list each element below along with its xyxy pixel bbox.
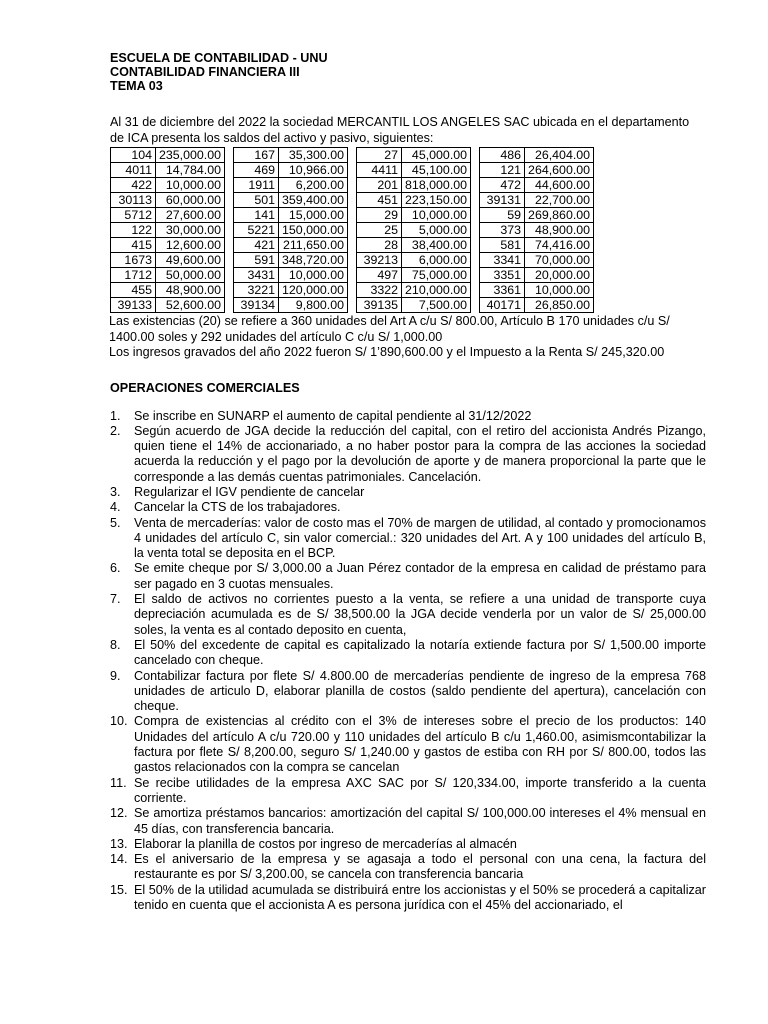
account-code: 373 xyxy=(480,223,525,238)
operation-text: Se emite cheque por S/ 3,000.00 a Juan Pérez contador de la empresa en calidad de préstamo para ser pagado en 3 cuotas mensuales. xyxy=(134,561,706,591)
account-amount: 75,000.00 xyxy=(402,268,471,283)
account-code: 4011 xyxy=(111,163,156,178)
inventory-note: Las existencias (20) se refiere a 360 unidades del Art A c/u S/ 800.00, Artículo B 170 unidades c/u S/ 1400.00 soles y 292 unidades del artículo C c/u S/ 1,000.00 xyxy=(109,314,670,344)
account-code: 591 xyxy=(234,253,279,268)
account-amount: 5,000.00 xyxy=(402,223,471,238)
account-amount: 6,200.00 xyxy=(279,178,348,193)
account-code: 39213 xyxy=(357,253,402,268)
account-code: 422 xyxy=(111,178,156,193)
account-amount: 45,100.00 xyxy=(402,163,471,178)
column-spacer xyxy=(348,253,357,268)
column-spacer xyxy=(225,178,234,193)
account-code: 121 xyxy=(480,163,525,178)
account-code: 3341 xyxy=(480,253,525,268)
operation-number: 2. xyxy=(110,423,121,438)
table-row xyxy=(111,283,594,298)
operation-item xyxy=(110,485,706,500)
account-amount: 9,800.00 xyxy=(279,298,348,313)
column-spacer xyxy=(348,163,357,178)
account-amount: 6,000.00 xyxy=(402,253,471,268)
account-amount: 45,000.00 xyxy=(402,148,471,163)
operation-item xyxy=(110,424,706,485)
account-code: 1911 xyxy=(234,178,279,193)
column-spacer xyxy=(225,283,234,298)
operation-item xyxy=(110,852,706,883)
account-amount: 35,300.00 xyxy=(279,148,348,163)
account-code: 469 xyxy=(234,163,279,178)
account-code: 39133 xyxy=(111,298,156,313)
table-row xyxy=(111,208,594,223)
account-code: 3322 xyxy=(357,283,402,298)
column-spacer xyxy=(225,253,234,268)
account-code: 28 xyxy=(357,238,402,253)
operation-text: El saldo de activos no corrientes puesto a la venta, se refiere a una unidad de transporte cuya depreciación acumulada es de S/ 38,500.00 la JGA decide venderla por un valor de S/ 25,000.00 soles, la venta es al contado deposito en cuenta, xyxy=(134,592,706,637)
column-spacer xyxy=(471,208,480,223)
table-row xyxy=(111,148,594,163)
account-amount: 359,400.00 xyxy=(279,193,348,208)
operation-number: 4. xyxy=(110,500,121,515)
column-spacer xyxy=(348,178,357,193)
intro-paragraph: Al 31 de diciembre del 2022 la sociedad MERCANTIL LOS ANGELES SAC ubicada en el departamento de ICA presenta los saldos del activo y pasivo, siguientes: xyxy=(110,115,690,145)
account-amount: 26,850.00 xyxy=(525,298,594,313)
operation-item xyxy=(110,776,706,807)
account-amount: 14,784.00 xyxy=(156,163,225,178)
account-code: 421 xyxy=(234,238,279,253)
column-spacer xyxy=(348,268,357,283)
table-row xyxy=(111,163,594,178)
operation-number: 3. xyxy=(110,484,121,499)
operation-text: Contabilizar factura por flete S/ 4.800.00 de mercaderías pendiente de ingreso de la empresa 768 unidades de articulo D, elaborar planilla de costos (saldo pendiente del apertura), cancelación con cheque. xyxy=(134,668,706,714)
account-code: 122 xyxy=(111,223,156,238)
operation-text: Según acuerdo de JGA decide la reducción del capital, con el retiro del accionista Andrés Pizango, quien tiene el 14% de accionariado, a no haber postor para la compra de las acciones la sociedad acuerda la reducción y el pago por la devolución de aporte y de manera proporcional la parte que le corresponde a las demás cuentas patrimoniales. Cancelación. xyxy=(134,423,706,484)
account-amount: 38,400.00 xyxy=(402,238,471,253)
table-row xyxy=(111,298,594,313)
operation-item xyxy=(110,500,706,515)
account-amount: 210,000.00 xyxy=(402,283,471,298)
operation-text: Venta de mercaderías: valor de costo mas el 70% de margen de utilidad, al contado y promocionamos 4 unidades del artículo C, sin valor comercial.: 320 unidades del Art. A y 100 unidades del artículo B, la venta total se deposita en el BCP. xyxy=(134,515,706,561)
account-code: 39135 xyxy=(357,298,402,313)
column-spacer xyxy=(348,238,357,253)
operation-text: Elaborar la planilla de costos por ingreso de mercaderías al almacén xyxy=(134,836,517,851)
column-spacer xyxy=(225,298,234,313)
account-amount: 264,600.00 xyxy=(525,163,594,178)
column-spacer xyxy=(471,253,480,268)
account-code: 39131 xyxy=(480,193,525,208)
operation-number: 6. xyxy=(110,561,121,576)
account-code: 486 xyxy=(480,148,525,163)
operation-number: 7. xyxy=(110,592,121,607)
column-spacer xyxy=(225,148,234,163)
column-spacer xyxy=(348,208,357,223)
column-spacer xyxy=(471,223,480,238)
account-amount: 10,000.00 xyxy=(156,178,225,193)
account-code: 415 xyxy=(111,238,156,253)
account-code: 29 xyxy=(357,208,402,223)
column-spacer xyxy=(225,193,234,208)
operations-list xyxy=(110,409,706,914)
account-code: 501 xyxy=(234,193,279,208)
operation-item xyxy=(110,638,706,669)
account-amount: 120,000.00 xyxy=(279,283,348,298)
operation-text: Regularizar el IGV pendiente de cancelar xyxy=(134,484,365,499)
account-code: 201 xyxy=(357,178,402,193)
document-header xyxy=(110,51,706,93)
account-code: 4411 xyxy=(357,163,402,178)
table-row xyxy=(111,223,594,238)
balances-table xyxy=(110,147,594,313)
account-amount: 49,600.00 xyxy=(156,253,225,268)
account-code: 5712 xyxy=(111,208,156,223)
account-code: 25 xyxy=(357,223,402,238)
column-spacer xyxy=(225,268,234,283)
account-code: 40171 xyxy=(480,298,525,313)
operation-text: El 50% del excedente de capital es capitalizado la notaría extiende factura por S/ 1,500.00 importe cancelado con cheque. xyxy=(134,637,706,668)
column-spacer xyxy=(225,223,234,238)
account-code: 1673 xyxy=(111,253,156,268)
account-code: 1712 xyxy=(111,268,156,283)
account-code: 3361 xyxy=(480,283,525,298)
operation-text: Se inscribe en SUNARP el aumento de capital pendiente al 31/12/2022 xyxy=(134,408,532,423)
operation-number: 13. xyxy=(110,836,128,851)
account-amount: 10,000.00 xyxy=(279,268,348,283)
account-amount: 818,000.00 xyxy=(402,178,471,193)
account-amount: 26,404.00 xyxy=(525,148,594,163)
account-amount: 20,000.00 xyxy=(525,268,594,283)
operation-item xyxy=(110,669,706,715)
column-spacer xyxy=(348,193,357,208)
account-amount: 10,000.00 xyxy=(525,283,594,298)
account-code: 167 xyxy=(234,148,279,163)
operation-item xyxy=(110,561,706,592)
operation-item xyxy=(110,883,706,914)
table-row xyxy=(111,193,594,208)
column-spacer xyxy=(225,238,234,253)
account-code: 59 xyxy=(480,208,525,223)
account-code: 451 xyxy=(357,193,402,208)
operation-number: 8. xyxy=(110,637,121,652)
income-note: Los ingresos gravados del año 2022 fueron S/ 1’890,600.00 y el Impuesto a la Renta S/ 245,320.00 xyxy=(109,345,665,359)
account-code: 104 xyxy=(111,148,156,163)
section-title: OPERACIONES COMERCIALES xyxy=(110,380,300,395)
account-code: 39134 xyxy=(234,298,279,313)
account-code: 472 xyxy=(480,178,525,193)
column-spacer xyxy=(225,163,234,178)
operation-item xyxy=(110,516,706,562)
column-spacer xyxy=(471,193,480,208)
column-spacer xyxy=(348,298,357,313)
account-amount: 44,600.00 xyxy=(525,178,594,193)
column-spacer xyxy=(348,283,357,298)
table-row xyxy=(111,238,594,253)
account-amount: 7,500.00 xyxy=(402,298,471,313)
account-code: 3351 xyxy=(480,268,525,283)
account-code: 581 xyxy=(480,238,525,253)
topic-number: TEMA 03 xyxy=(110,79,163,93)
account-amount: 15,000.00 xyxy=(279,208,348,223)
account-amount: 223,150.00 xyxy=(402,193,471,208)
account-code: 5221 xyxy=(234,223,279,238)
account-amount: 50,000.00 xyxy=(156,268,225,283)
operation-text: Se amortiza préstamos bancarios: amortización del capital S/ 100,000.00 intereses el 4% mensual en 45 días, con transferencia bancaria. xyxy=(134,806,706,836)
account-code: 497 xyxy=(357,268,402,283)
account-amount: 74,416.00 xyxy=(525,238,594,253)
account-code: 3431 xyxy=(234,268,279,283)
account-code: 455 xyxy=(111,283,156,298)
account-amount: 22,700.00 xyxy=(525,193,594,208)
document-page xyxy=(110,51,706,913)
account-amount: 235,000.00 xyxy=(156,148,225,163)
account-amount: 12,600.00 xyxy=(156,238,225,253)
column-spacer xyxy=(348,223,357,238)
operation-text: Compra de existencias al crédito con el 3% de intereses sobre el precio de los productos: 140 Unidades del artículo A c/u 720.00 y 110 unidades del artículo B c/u 1,460.00, asimismcontabilizar la factura por flete S/ 8,200.00, seguro S/ 1,240.00 y gastos de estiba con RH por S/ 800.00, todos las gastos relacionados con la compra se cancelan xyxy=(134,714,706,775)
account-amount: 48,900.00 xyxy=(156,283,225,298)
operation-text: Es el aniversario de la empresa y se agasaja a todo el personal con una cena, la factura del restaurante es por S/ 3,200.00, se cancela con transferencia bancaria xyxy=(134,852,706,882)
column-spacer xyxy=(471,163,480,178)
account-code: 27 xyxy=(357,148,402,163)
account-amount: 10,966.00 xyxy=(279,163,348,178)
column-spacer xyxy=(471,178,480,193)
column-spacer xyxy=(225,208,234,223)
operation-number: 14. xyxy=(110,852,128,867)
operation-item xyxy=(110,806,706,837)
operation-number: 11. xyxy=(110,775,127,790)
operation-number: 5. xyxy=(110,515,121,530)
account-amount: 48,900.00 xyxy=(525,223,594,238)
table-row xyxy=(111,268,594,283)
operation-item xyxy=(110,409,706,424)
operation-text: Se recibe utilidades de la empresa AXC SAC por S/ 120,334.00, importe transferido a la cuenta corriente. xyxy=(134,775,706,805)
column-spacer xyxy=(471,268,480,283)
account-amount: 10,000.00 xyxy=(402,208,471,223)
operation-text: Cancelar la CTS de los trabajadores. xyxy=(134,500,341,515)
account-code: 30113 xyxy=(111,193,156,208)
account-amount: 211,650.00 xyxy=(279,238,348,253)
column-spacer xyxy=(471,298,480,313)
operation-item xyxy=(110,592,706,638)
column-spacer xyxy=(471,283,480,298)
operation-number: 9. xyxy=(110,668,121,683)
course-name: CONTABILIDAD FINANCIERA III xyxy=(110,65,300,79)
table-row xyxy=(111,178,594,193)
column-spacer xyxy=(471,148,480,163)
operation-number: 12. xyxy=(110,806,128,821)
operation-number: 15. xyxy=(110,882,128,897)
column-spacer xyxy=(348,148,357,163)
operation-number: 1. xyxy=(110,408,121,423)
account-amount: 269,860.00 xyxy=(525,208,594,223)
operation-item xyxy=(110,837,706,852)
account-amount: 60,000.00 xyxy=(156,193,225,208)
account-amount: 70,000.00 xyxy=(525,253,594,268)
table-row xyxy=(111,253,594,268)
account-amount: 348,720.00 xyxy=(279,253,348,268)
account-code: 3221 xyxy=(234,283,279,298)
account-code: 141 xyxy=(234,208,279,223)
operation-item xyxy=(110,714,706,775)
operation-number: 10. xyxy=(110,714,128,729)
account-amount: 150,000.00 xyxy=(279,223,348,238)
operation-text: El 50% de la utilidad acumulada se distribuirá entre los accionistas y el 50% se procederá a capitalizar tenido en cuenta que el accionista A es persona jurídica con el 45% del accionariado, el xyxy=(134,882,706,912)
school-name: ESCUELA DE CONTABILIDAD - UNU xyxy=(110,51,328,65)
account-amount: 30,000.00 xyxy=(156,223,225,238)
column-spacer xyxy=(471,238,480,253)
account-amount: 52,600.00 xyxy=(156,298,225,313)
account-amount: 27,600.00 xyxy=(156,208,225,223)
